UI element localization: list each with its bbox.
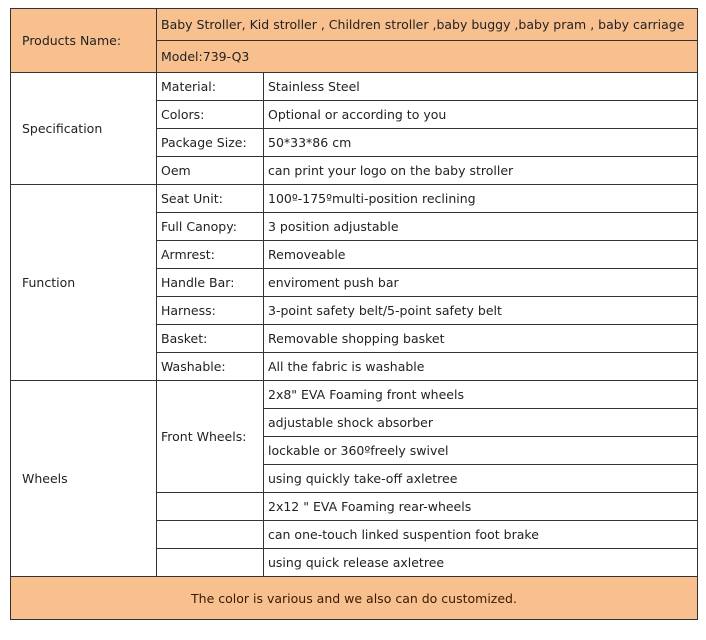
spec-key: Colors:: [157, 101, 264, 129]
spec-value: 50*33*86 cm: [264, 129, 698, 157]
wheels-label: Wheels: [11, 381, 157, 577]
empty-cell: [157, 493, 264, 521]
spec-key: Package Size:: [157, 129, 264, 157]
function-key: Basket:: [157, 325, 264, 353]
product-name-value: Baby Stroller, Kid stroller , Children stroller ,baby buggy ,baby pram , baby carriage: [157, 9, 698, 41]
products-name-label: Products Name:: [11, 9, 157, 73]
specification-label: Specification: [11, 73, 157, 185]
function-key: Seat Unit:: [157, 185, 264, 213]
function-value: All the fabric is washable: [264, 353, 698, 381]
front-wheels-label: Front Wheels:: [157, 381, 264, 493]
wheel-value: lockable or 360ºfreely swivel: [264, 437, 698, 465]
function-key: Armrest:: [157, 241, 264, 269]
function-value: 100º-175ºmulti-position reclining: [264, 185, 698, 213]
function-key: Harness:: [157, 297, 264, 325]
model-value: Model:739-Q3: [157, 41, 698, 73]
empty-cell: [157, 549, 264, 577]
function-key: Handle Bar:: [157, 269, 264, 297]
function-label: Function: [11, 185, 157, 381]
spec-key: Material:: [157, 73, 264, 101]
spec-key: Oem: [157, 157, 264, 185]
wheel-value: 2x12 " EVA Foaming rear-wheels: [264, 493, 698, 521]
wheel-value: adjustable shock absorber: [264, 409, 698, 437]
function-value: Removeable: [264, 241, 698, 269]
product-spec-table: [10, 8, 698, 620]
function-key: Washable:: [157, 353, 264, 381]
spec-value: Optional or according to you: [264, 101, 698, 129]
empty-cell: [157, 521, 264, 549]
wheel-value: using quickly take-off axletree: [264, 465, 698, 493]
wheel-value: can one-touch linked suspention foot brake: [264, 521, 698, 549]
function-value: Removable shopping basket: [264, 325, 698, 353]
function-value: 3 position adjustable: [264, 213, 698, 241]
function-value: enviroment push bar: [264, 269, 698, 297]
function-key: Full Canopy:: [157, 213, 264, 241]
footer-note: The color is various and we also can do customized.: [11, 577, 698, 620]
spec-value: Stainless Steel: [264, 73, 698, 101]
function-value: 3-point safety belt/5-point safety belt: [264, 297, 698, 325]
spec-value: can print your logo on the baby stroller: [264, 157, 698, 185]
wheel-value: using quick release axletree: [264, 549, 698, 577]
wheel-value: 2x8" EVA Foaming front wheels: [264, 381, 698, 409]
